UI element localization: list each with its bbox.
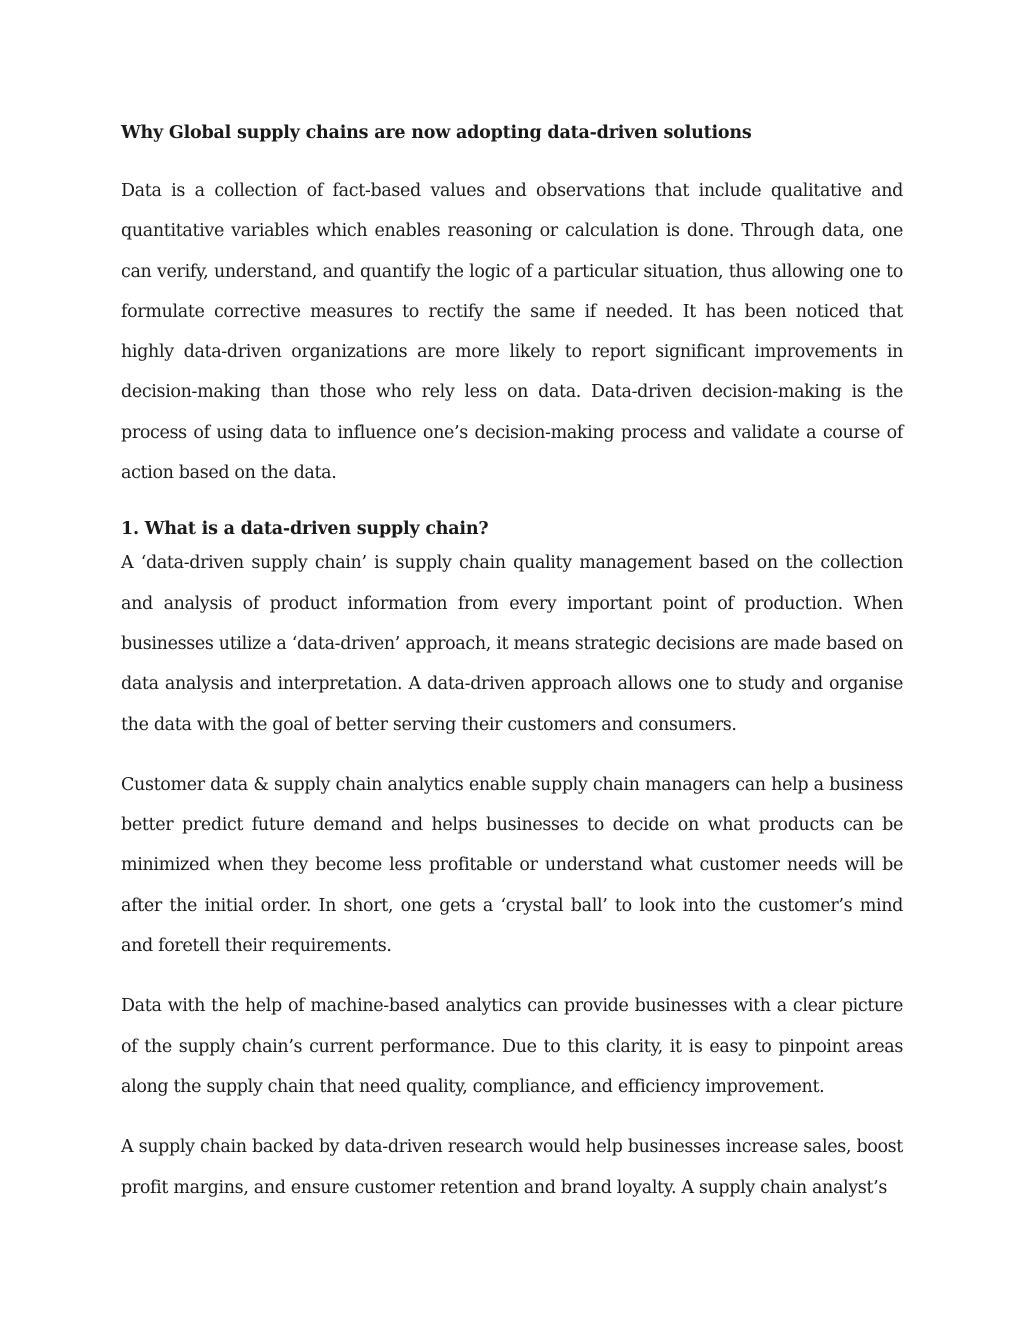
section-paragraph-2: Customer data & supply chain analytics enable supply chain managers can help a business better predict future demand and helps businesses to decide on what products can be minimized when they become less profitable or understand what customer needs will be after the initial order. In short, one gets a ‘crystal ball’ to look into the customer’s mind and foretell their requirements. (121, 774, 903, 957)
intro-paragraph: Data is a collection of fact-based values and observations that include qualitative and quantitative variables which enables reasoning or calculation is done. Through data, one can verify, understand, and quantify the logic of a particular situation, thus allowing one to formulate corrective measures to rectify the same if needed. It has been noticed that highly data-driven organizations are more likely to report significant improvements in decision-making than those who rely less on data. Data-driven decision-making is the process of using data to influence one’s decision-making process and validate a course of action based on the data. (121, 181, 903, 484)
section-paragraph-1: A ‘data-driven supply chain’ is supply chain quality management based on the collection and analysis of product information from every important point of production. When businesses utilize a ‘data-driven’ approach, it means strategic decisions are made based on data analysis and interpretation. A data-driven approach allows one to study and organise the data with the goal of better serving their customers and consumers. (121, 553, 903, 735)
section-paragraph-3: Data with the help of machine-based analytics can provide businesses with a clear picture of the supply chain’s current performance. Due to this clarity, it is easy to pinpoint areas along the supply chain that need quality, compliance, and efficiency improvement. (121, 996, 903, 1097)
document-title: Why Global supply chains are now adopting data-driven solutions (121, 123, 752, 143)
section-heading: 1. What is a data-driven supply chain? (121, 519, 489, 540)
document-body (121, 113, 903, 1208)
section-paragraph-4: A supply chain backed by data-driven research would help businesses increase sales, boost profit margins, and ensure customer retention and brand loyalty. A supply chain analyst’s (121, 1137, 903, 1198)
